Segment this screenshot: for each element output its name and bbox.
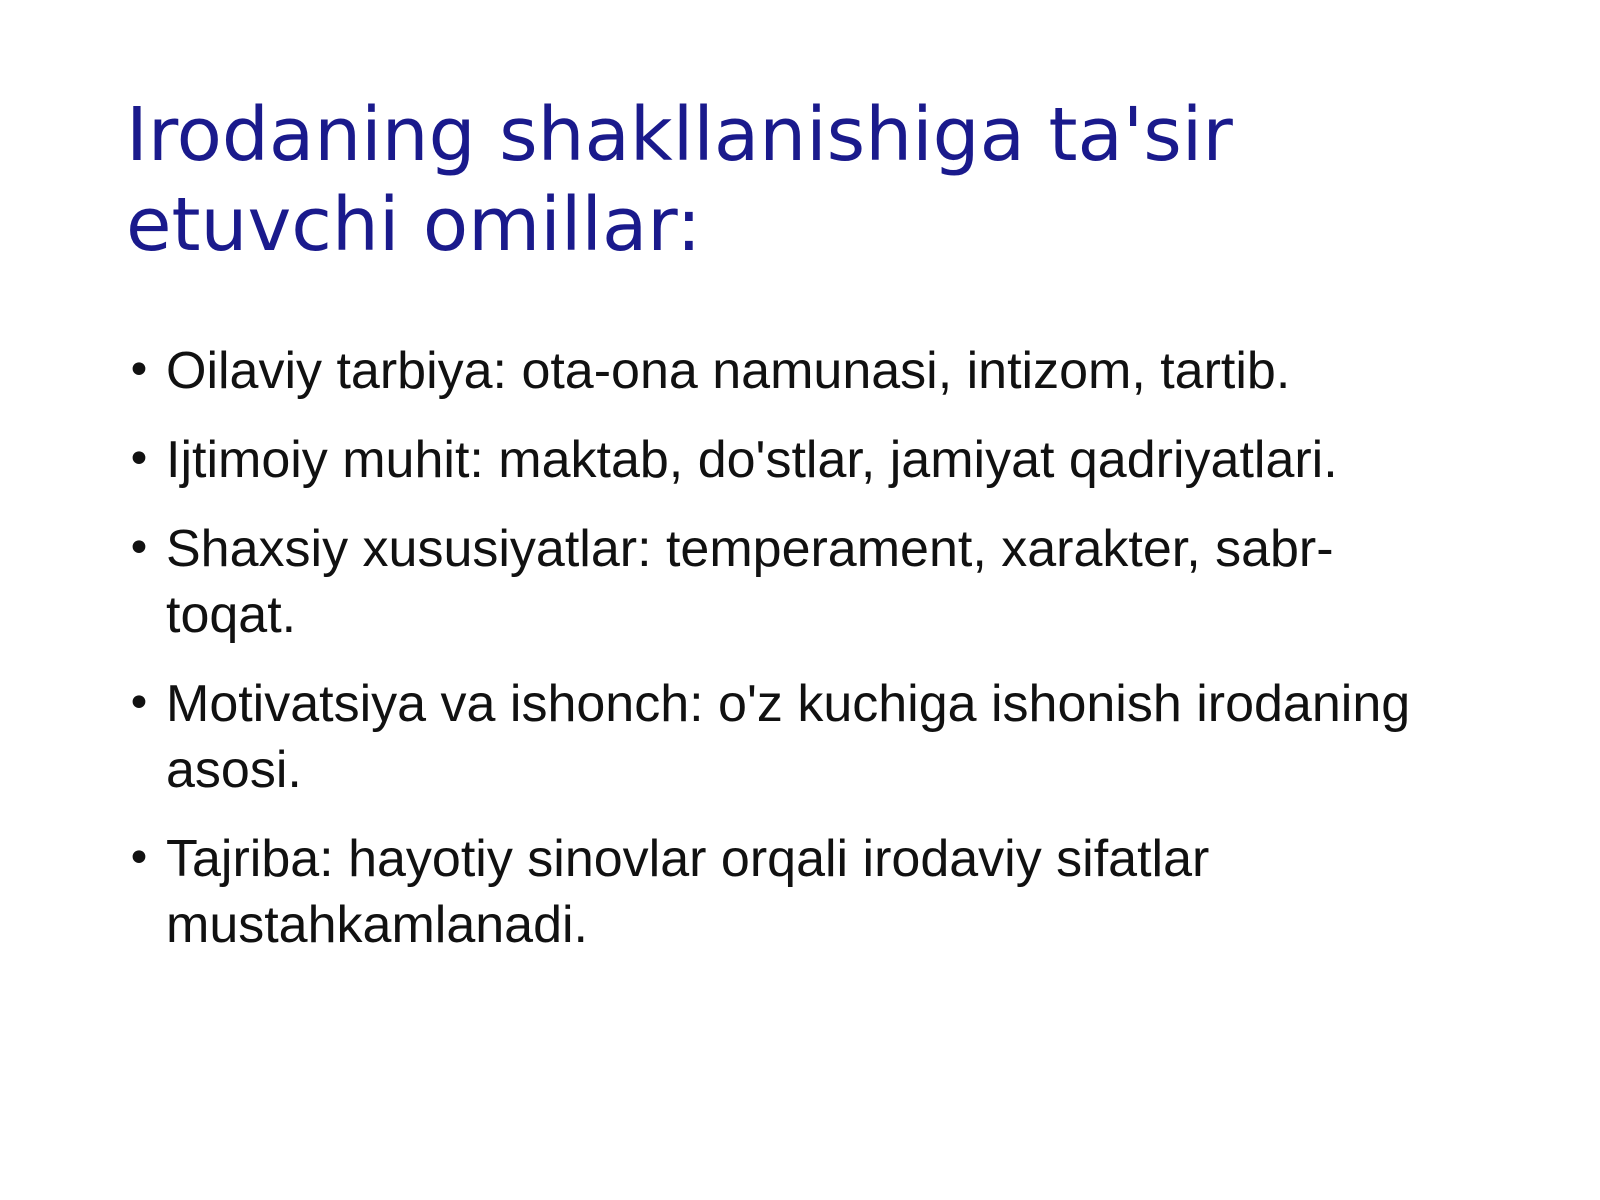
bullet-point-icon: •	[126, 345, 152, 396]
bullet-list	[126, 338, 1456, 958]
bullet-text: Oilaviy tarbiya: ota-ona namunasi, intizom, tartib.	[166, 342, 1291, 400]
slide-title: Irodaning shakllanishiga ta'sir etuvchi omillar:	[126, 92, 1233, 268]
bullet-point-icon: •	[126, 678, 152, 729]
bullet-text: Motivatsiya va ishonch: o'z kuchiga ishonish irodaning asosi.	[166, 675, 1411, 799]
list-item	[126, 516, 1456, 648]
list-item	[126, 338, 1456, 404]
bullet-point-icon: •	[126, 434, 152, 485]
bullet-text: Ijtimoiy muhit: maktab, do'stlar, jamiyat qadriyatlari.	[166, 431, 1338, 489]
bullet-text: Tajriba: hayotiy sinovlar orqali irodaviy sifatlar mustahkamlanadi.	[166, 830, 1210, 954]
list-item	[126, 427, 1456, 493]
bullet-point-icon: •	[126, 833, 152, 884]
bullet-point-icon: •	[126, 523, 152, 574]
list-item	[126, 826, 1456, 958]
bullet-text: Shaxsiy xususiyatlar: temperament, xarakter, sabr-toqat.	[166, 520, 1334, 644]
list-item	[126, 671, 1456, 803]
